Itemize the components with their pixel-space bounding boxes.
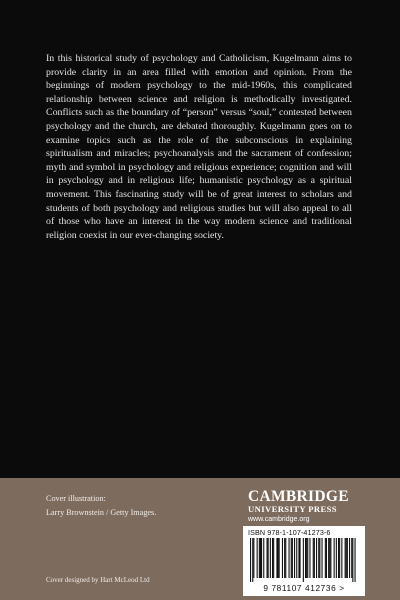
barcode-bar — [282, 538, 283, 578]
barcode-bar — [325, 538, 326, 578]
barcode-bar — [345, 538, 346, 578]
barcode-bar — [253, 538, 254, 578]
cover-illustration-credit: Larry Brownstein / Getty Images. — [46, 508, 157, 517]
barcode-bar — [313, 538, 314, 578]
barcode-bar — [289, 538, 290, 578]
barcode-bar — [291, 538, 292, 578]
barcode-bar — [316, 538, 317, 578]
isbn-number: ISBN 978-1-107-41273-6 — [248, 528, 331, 537]
barcode-bar — [339, 538, 340, 578]
barcode-bar — [303, 538, 304, 582]
barcode-bar — [260, 538, 261, 578]
barcode-bar — [349, 538, 350, 578]
barcode-bar — [326, 538, 327, 578]
barcode-bar — [296, 538, 297, 578]
publisher-subtitle: UNIVERSITY PRESS — [248, 504, 337, 514]
book-description: In this historical study of psychology and Catholicism, Kugelmann aims to provide clarity in an area filled with emotion and opinion. From the beginnings of modern psychology to the mid-1960s, this complicated relationship between science and religion is methodically investigated. Conflicts such as the boundary of “person” versus “soul,” contested between psychology and the church, are debated thoroughly. Kugelmann goes on to examine topics such as the role of the subconscious in explaining spiritualism and miracles; psychoanalysis and the sacrament of confession; myth and symbol in psychology and religious experience; cognition and will in psychology and in religious life; humanistic psychology as a spiritual movement. This fascinating study will be of great interest to scholars and students of both psychology and religious studies but will also appeal to all of those who have an interest in the way modern science and traditional religion coexist in our ever-changing society. — [46, 53, 352, 241]
barcode-bar — [273, 538, 274, 578]
barcode-bar — [314, 538, 315, 578]
barcode-icon — [248, 538, 360, 582]
barcode-bar — [330, 538, 331, 578]
barcode-bar — [347, 538, 348, 578]
barcode-bar — [252, 538, 253, 582]
cover-illustration-heading: Cover illustration: — [46, 494, 106, 503]
barcode-bar — [309, 538, 310, 578]
barcode-bar — [285, 538, 286, 578]
barcode-bar — [257, 538, 258, 578]
barcode-bar — [284, 538, 285, 578]
barcode-bar — [261, 538, 262, 578]
barcode-bar — [329, 538, 330, 578]
barcode-bar — [352, 538, 353, 582]
barcode-bar — [267, 538, 268, 578]
barcode-bar — [298, 538, 299, 578]
publisher-logo — [248, 489, 368, 524]
publisher-url: www.cambridge.org — [248, 516, 310, 523]
barcode-bar — [292, 538, 293, 578]
barcode-bar — [276, 538, 277, 578]
barcode-bar — [338, 538, 339, 578]
barcode-bar — [322, 538, 323, 578]
barcode-bar — [336, 538, 337, 578]
barcode-digits: 9 781107 412736 > — [263, 583, 345, 593]
barcode-bar — [270, 538, 271, 578]
barcode-bar — [346, 538, 347, 578]
publisher-name: CAMBRIDGE — [248, 488, 349, 505]
barcode-bar — [306, 538, 307, 578]
barcode-bar — [334, 538, 335, 578]
barcode-bar — [272, 538, 273, 578]
barcode-bar — [300, 538, 301, 578]
barcode-bar — [355, 538, 356, 582]
barcode-bar — [263, 538, 264, 578]
barcode-bar — [294, 538, 295, 578]
barcode-bar — [307, 538, 308, 578]
barcode-bar — [278, 538, 279, 578]
barcode-bar — [351, 538, 352, 578]
barcode-bar — [250, 538, 251, 582]
barcode-bar — [328, 538, 329, 578]
isbn-barcode-box — [243, 526, 365, 596]
cover-designer-credit: Cover designed by Hart McLeod Ltd — [46, 576, 150, 584]
barcode-bar — [279, 538, 280, 578]
barcode-bar — [268, 538, 269, 578]
barcode-bar — [319, 538, 320, 578]
barcode-bar — [318, 538, 319, 578]
barcode-bar — [259, 538, 260, 578]
barcode-bar — [305, 538, 306, 578]
barcode-bar — [341, 538, 342, 578]
